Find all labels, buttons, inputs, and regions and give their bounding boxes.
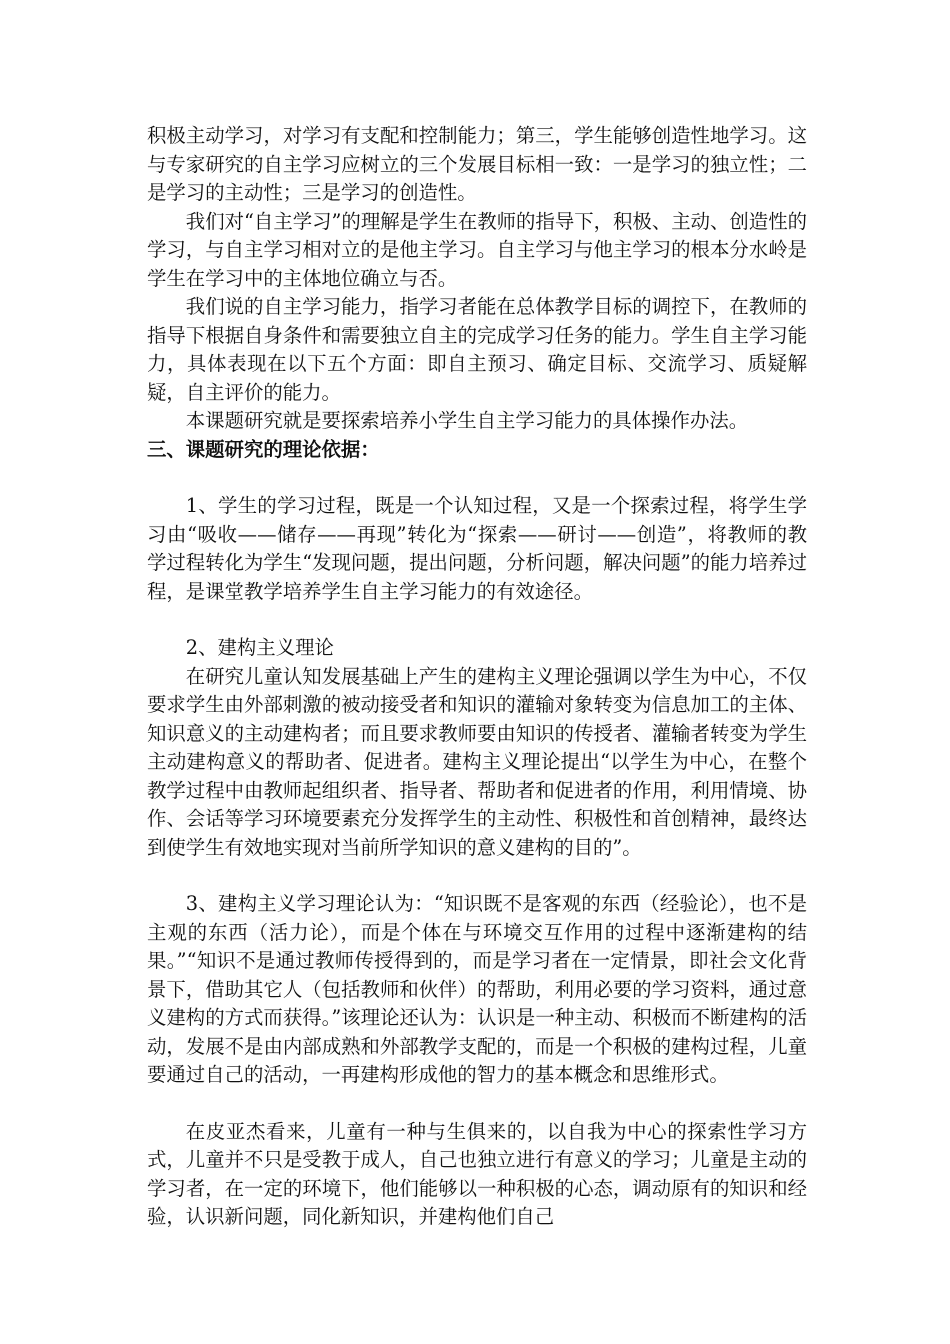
paragraph-continuation: 积极主动学习，对学习有支配和控制能力；第三，学生能够创造性地学习。这与专家研究的自主学习应树立的三个发展目标相一致：一是学习的独立性；二是学习的主动性；三是学习的创造性。 — [147, 124, 807, 204]
paragraph-purpose: 本课题研究就是要探索培养小学生自主学习能力的具体操作办法。 — [185, 409, 749, 432]
paragraph-theory-2-title: 2、建构主义理论 — [185, 636, 334, 659]
section-heading-theory: 三、课题研究的理论依据： — [147, 437, 380, 461]
paragraph-theory-2: 在研究儿童认知发展基础上产生的建构主义理论强调以学生为中心，不仅要求学生由外部刺激的被动接受者和知识的灌输对象转变为信息加工的主体、知识意义的主动建构者；而且要求教师要由知识的传授者、灌输者转变为学生主动建构意义的帮助者、促进者。建构主义理论提出“以学生为中心，在整个教学过程中由教师起组织者、指导者、帮助者和促进者的作用，利用情境、协作、会话等学习环境要素充分发挥学生的主动性、积极性和首创精神，最终达到使学生有效地实现对当前所学知识的意义建构的目的”。 — [147, 664, 807, 859]
paragraph-piaget: 在皮亚杰看来，儿童有一种与生俱来的，以自我为中心的探索性学习方式，儿童并不只是受教于成人，自己也独立进行有意义的学习；儿童是主动的学习者，在一定的环境下，他们能够以一种积极的心态，调动原有的知识和经验，认识新问题，同化新知识，并建构他们自己 — [147, 1119, 807, 1228]
paragraph-definition: 我们对“自主学习”的理解是学生在教师的指导下，积极、主动、创造性的学习，与自主学习相对立的是他主学习。自主学习与他主学习的根本分水岭是学生在学习中的主体地位确立与否。 — [147, 209, 807, 290]
paragraph-theory-1: 1、学生的学习过程，既是一个认知过程，又是一个探索过程，将学生学习由“吸收——储存——再现”转化为“探索——研讨——创造”，将教师的教学过程转化为学生“发现问题，提出问题，分析问题，解决问题”的能力培养过程，是课堂教学培养学生自主学习能力的有效途径。 — [147, 494, 807, 603]
paragraph-theory-3: 3、建构主义学习理论认为：“知识既不是客观的东西（经验论），也不是主观的东西（活力论），而是个体在与环境交互作用的过程中逐渐建构的结果。”“知识不是通过教师传授得到的，而是学习者在一定情景，即社会文化背景下，借助其它人（包括教师和伙伴）的帮助，利用必要的学习资料，通过意义建构的方式而获得。”该理论还认为：认识是一种主动、积极而不断建构的活动，发展不是由内部成熟和外部教学支配的，而是一个积极的建构过程，儿童要通过自己的活动，一再建构形成他的智力的基本概念和思维形式。 — [147, 892, 807, 1086]
document-page — [147, 122, 807, 1232]
paragraph-ability: 我们说的自主学习能力，指学习者能在总体教学目标的调控下，在教师的指导下根据自身条件和需要独立自主的完成学习任务的能力。学生自主学习能力，具体表现在以下五个方面：即自主预习、确定目标、交流学习、质疑解疑，自主评价的能力。 — [147, 295, 807, 404]
